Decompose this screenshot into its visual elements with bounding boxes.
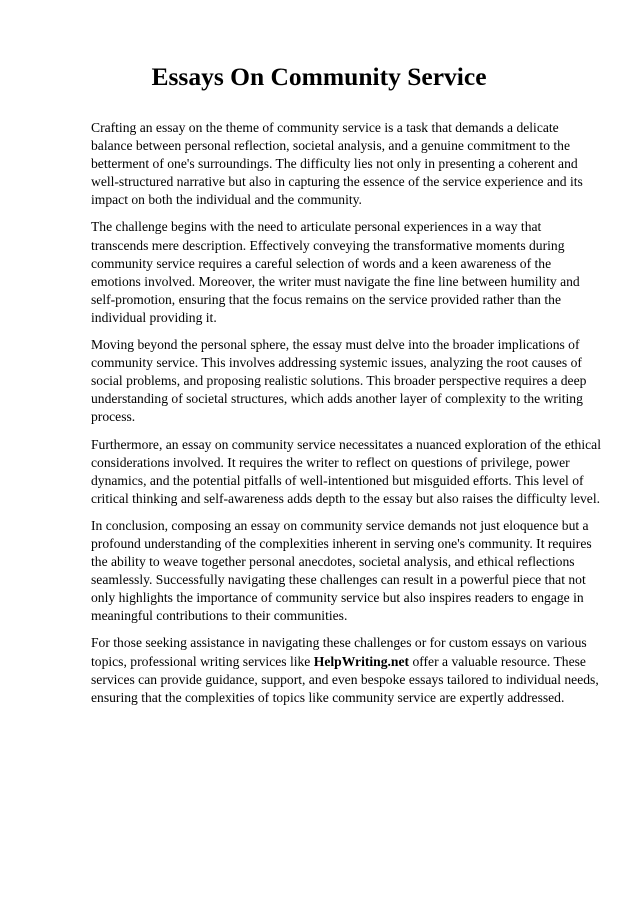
closing-text-before: For those seeking assistance in navigating these challenges or for custom essays on various topics, professional writing services like xyxy=(91,635,587,669)
paragraph-intro: Crafting an essay on the theme of community service is a task that demands a delicate balance between personal reflection, societal analysis, and a genuine commitment to the betterment of one's surroundings. The difficulty lies not only in presenting a coherent and well-structured narrative but also in capturing the essence of the service experience and its impact on both the individual and the community. xyxy=(91,120,583,208)
closing-text-after: offer a valuable resource. These services can provide guidance, support, and even bespoke essays tailored to individual needs, ensuring that the complexities of topics like community service are expertly addressed. xyxy=(91,653,599,705)
paragraph-ethical-considerations: Furthermore, an essay on community service necessitates a nuanced exploration of the ethical considerations involved. It requires the writer to reflect on questions of privilege, power dynamics, and the potential pitfalls of well-intentioned but misguided efforts. This level of critical thinking and self-awareness adds depth to the essay but also raises the difficulty level. xyxy=(91,436,601,506)
paragraph-conclusion: In conclusion, composing an essay on community service demands not just eloquence but a profound understanding of the complexities inherent in serving one's community. It requires the ability to weave together personal anecdotes, societal analysis, and ethical reflections seamlessly. Successfully navigating these challenges can result in a powerful piece that not only highlights the importance of community service but also inspires readers to engage in meaningful contributions to their communities. xyxy=(91,517,592,624)
brand-link[interactable]: HelpWriting.net xyxy=(313,653,410,669)
paragraph-closing xyxy=(91,634,601,706)
page-title: Essays On Community Service xyxy=(151,62,487,91)
essay-body xyxy=(91,119,601,716)
paragraph-broader-implications: Moving beyond the personal sphere, the essay must delve into the broader implications of community service. This involves addressing systemic issues, analyzing the root causes of social problems, and proposing realistic solutions. This broader perspective requires a deep understanding of societal structures, which adds another layer of complexity to the writing process. xyxy=(91,337,587,425)
paragraph-challenge: The challenge begins with the need to articulate personal experiences in a way that transcends mere description. Effectively conveying the transformative moments during community service requires a careful selection of words and a keen awareness of the emotions involved. Moreover, the writer must navigate the fine line between humility and self-promotion, ensuring that the focus remains on the service provided rather than the individual providing it. xyxy=(91,219,580,325)
